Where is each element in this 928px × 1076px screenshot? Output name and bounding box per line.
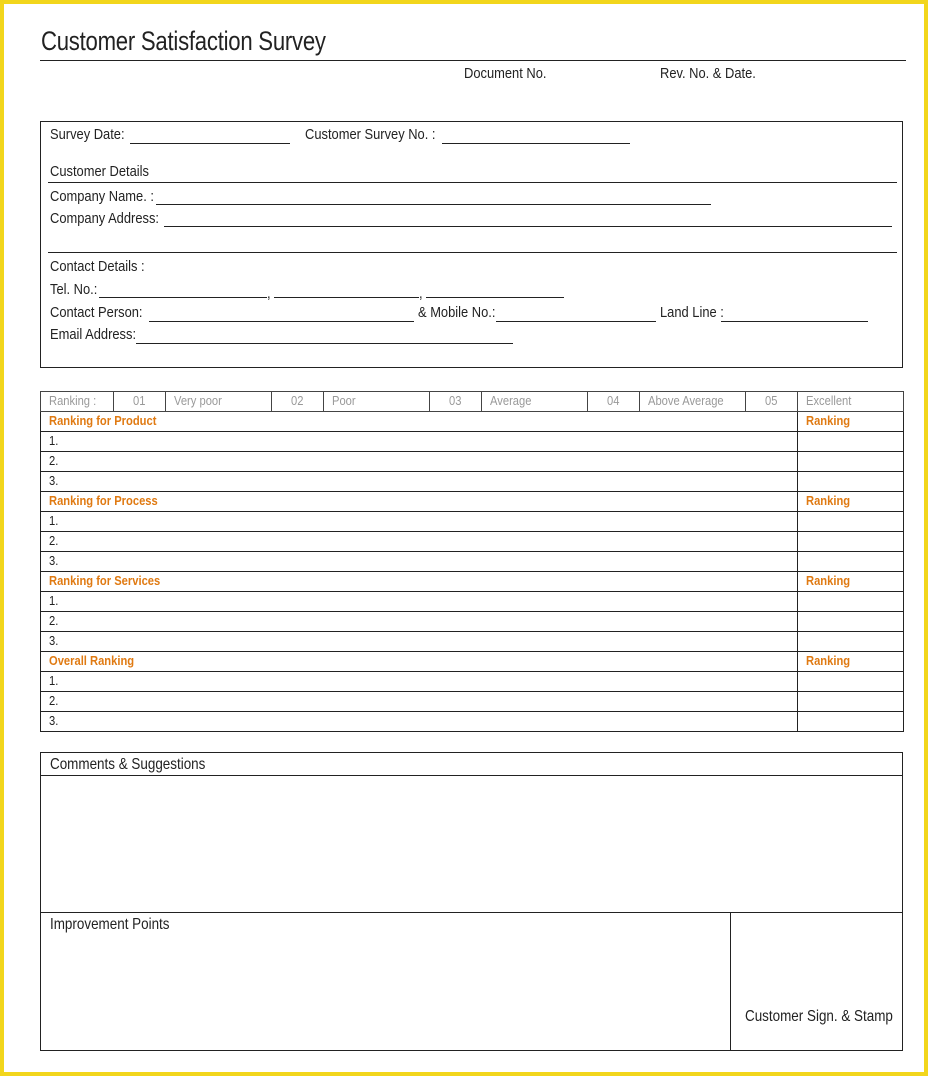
tel-label: Tel. No.: [50,281,98,298]
item-cell[interactable] [41,452,798,472]
section-rank-cell [798,572,904,592]
survey-sheet [4,4,924,1072]
survey-date-field[interactable] [130,143,290,144]
item-cell[interactable] [41,532,798,552]
section-rank-label: Ranking [806,493,851,508]
land-line-label: Land Line : [660,304,724,321]
page-title: Customer Satisfaction Survey [41,26,326,56]
ranking-section-row [41,412,904,432]
contact-details-heading: Contact Details : [50,258,145,275]
rank-value-cell[interactable] [798,672,904,692]
legend-cell [640,392,746,412]
survey-no-label: Customer Survey No. : [305,126,436,143]
contact-person-label: Contact Person: [50,304,143,321]
legend-cell [588,392,640,412]
ranking-legend-row [41,392,904,412]
rank-value-cell[interactable] [798,432,904,452]
mobile-field[interactable] [496,321,656,322]
table-row [41,472,904,492]
rank-value-cell[interactable] [798,512,904,532]
rev-no-date-label: Rev. No. & Date. [660,65,756,82]
section-rank-label: Ranking [806,573,851,588]
legend-score: 01 [133,393,146,408]
legend-score: 02 [291,393,304,408]
legend-label: Ranking : [49,393,97,408]
legend-cell [166,392,272,412]
company-address-field[interactable] [164,226,892,227]
rank-value-cell[interactable] [798,632,904,652]
table-row [41,452,904,472]
item-number: 2. [49,693,59,708]
tel-field-2[interactable] [274,297,419,298]
item-cell[interactable] [41,432,798,452]
item-number: 1. [49,513,59,528]
legend-score: 03 [449,393,462,408]
sign-area[interactable] [732,913,902,1050]
tel-separator-2: , [419,285,423,302]
item-cell[interactable] [41,552,798,572]
improvement-heading: Improvement Points [50,916,170,933]
section-title: Overall Ranking [49,653,135,668]
improvement-area[interactable] [41,936,729,1050]
item-number: 2. [49,453,59,468]
mobile-label: & Mobile No.: [418,304,496,321]
legend-cell [798,392,904,412]
rank-value-cell[interactable] [798,452,904,472]
comments-heading: Comments & Suggestions [50,756,206,773]
section-rank-cell [798,492,904,512]
item-number: 1. [49,433,59,448]
section-rank-label: Ranking [806,413,851,428]
legend-cell [41,392,114,412]
title-rule [40,60,906,61]
ranking-section-row [41,572,904,592]
rank-value-cell[interactable] [798,592,904,612]
legend-cell [430,392,482,412]
legend-cell [482,392,588,412]
customer-details-rule [48,182,897,183]
item-number: 3. [49,473,59,488]
company-address-label: Company Address: [50,210,159,227]
legend-label: Very poor [174,393,222,408]
rank-value-cell[interactable] [798,712,904,732]
item-cell[interactable] [41,472,798,492]
section-title-cell [41,412,798,432]
legend-cell [746,392,798,412]
document-no-label: Document No. [464,65,547,82]
address-rule [48,252,897,253]
legend-label: Excellent [806,393,852,408]
legend-score: 04 [607,393,620,408]
item-cell[interactable] [41,712,798,732]
item-cell[interactable] [41,512,798,532]
table-row [41,432,904,452]
item-number: 3. [49,633,59,648]
survey-date-label: Survey Date: [50,126,125,143]
table-row [41,712,904,732]
section-title: Ranking for Services [49,573,161,588]
rank-value-cell[interactable] [798,552,904,572]
customer-sign-label: Customer Sign. & Stamp [745,1008,893,1025]
customer-details-heading: Customer Details [50,163,149,180]
company-name-field[interactable] [156,204,711,205]
section-rank-cell [798,412,904,432]
table-row [41,512,904,532]
item-number: 1. [49,593,59,608]
rank-value-cell[interactable] [798,532,904,552]
section-title-cell [41,572,798,592]
survey-no-field[interactable] [442,143,630,144]
item-cell[interactable] [41,592,798,612]
rank-value-cell[interactable] [798,692,904,712]
table-row [41,532,904,552]
section-title: Ranking for Product [49,413,157,428]
item-number: 3. [49,553,59,568]
legend-label: Average [490,393,532,408]
section-title: Ranking for Process [49,493,158,508]
tel-separator-1: , [267,285,271,302]
section-rank-cell [798,652,904,672]
legend-label: Above Average [648,393,724,408]
legend-cell [114,392,166,412]
table-row [41,612,904,632]
item-cell[interactable] [41,672,798,692]
sign-divider [730,912,731,1051]
item-cell[interactable] [41,692,798,712]
item-cell[interactable] [41,612,798,632]
section-title-cell [41,652,798,672]
table-row [41,672,904,692]
contact-person-field[interactable] [149,321,414,322]
legend-cell [324,392,430,412]
item-cell[interactable] [41,632,798,652]
legend-cell [272,392,324,412]
email-label: Email Address: [50,326,137,343]
land-line-field[interactable] [721,321,868,322]
section-rank-label: Ranking [806,653,851,668]
table-row [41,692,904,712]
table-row [41,552,904,572]
ranking-table [40,391,904,732]
comments-area[interactable] [41,776,902,912]
table-row [41,592,904,612]
company-name-label: Company Name. : [50,188,154,205]
rank-value-cell[interactable] [798,472,904,492]
tel-field-3[interactable] [426,297,564,298]
email-field[interactable] [136,343,513,344]
item-number: 2. [49,613,59,628]
section-title-cell [41,492,798,512]
item-number: 3. [49,713,59,728]
legend-label: Poor [332,393,356,408]
table-row [41,632,904,652]
legend-score: 05 [765,393,778,408]
tel-field-1[interactable] [99,297,267,298]
rank-value-cell[interactable] [798,612,904,632]
ranking-section-row [41,492,904,512]
ranking-section-row [41,652,904,672]
customer-details-box [40,121,903,368]
item-number: 1. [49,673,59,688]
item-number: 2. [49,533,59,548]
